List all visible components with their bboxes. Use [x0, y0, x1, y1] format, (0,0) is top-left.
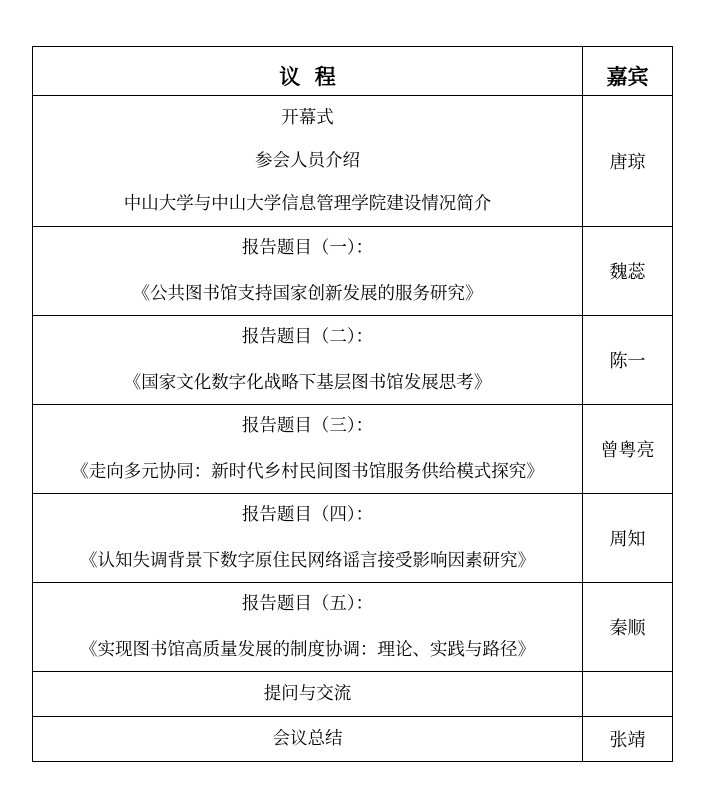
guest-name: 秦顺 — [609, 618, 646, 639]
agenda-column-header: 议 程 — [33, 47, 583, 96]
guest-cell — [583, 583, 673, 672]
agenda-row-report-1 — [33, 227, 673, 316]
agenda-item-text: 开幕式 — [281, 108, 334, 128]
agenda-row-report-5 — [33, 583, 673, 672]
agenda-item-text: 参会人员介绍 — [255, 151, 360, 171]
agenda-item-text: 会议总结 — [272, 729, 343, 749]
agenda-item-text: 提问与交流 — [263, 684, 352, 704]
agenda-row-report-2 — [33, 316, 673, 405]
guest-cell — [583, 494, 673, 583]
agenda-item-text: 中山大学与中山大学信息管理学院建设情况简介 — [123, 194, 492, 214]
agenda-cell — [33, 717, 583, 762]
agenda-cell — [33, 227, 583, 316]
agenda-cell — [33, 96, 583, 227]
report-label: 报告题目（四）： — [241, 505, 374, 525]
agenda-cell — [33, 494, 583, 583]
guest-name: 陈一 — [609, 351, 646, 372]
guest-column-header: 嘉宾 — [583, 47, 673, 96]
guest-name: 唐琼 — [609, 152, 646, 173]
guest-cell — [583, 227, 673, 316]
guest-name: 张靖 — [609, 730, 646, 751]
report-label: 报告题目（二）： — [241, 327, 374, 347]
guest-name: 曾粤亮 — [600, 440, 655, 461]
guest-name: 周知 — [609, 529, 646, 550]
agenda-row-closing — [33, 717, 673, 762]
guest-cell — [583, 672, 673, 717]
agenda-row-opening — [33, 96, 673, 227]
agenda-table — [32, 46, 673, 762]
agenda-cell — [33, 405, 583, 494]
agenda-cell — [33, 672, 583, 717]
report-label: 报告题目（一）： — [241, 238, 374, 258]
report-title: 《走向多元协同：新时代乡村民间图书馆服务供给模式探究》 — [71, 462, 544, 482]
agenda-row-report-3 — [33, 405, 673, 494]
guest-cell — [583, 316, 673, 405]
guest-cell — [583, 96, 673, 227]
agenda-row-report-4 — [33, 494, 673, 583]
report-label: 报告题目（三）： — [241, 416, 374, 436]
guest-cell — [583, 405, 673, 494]
agenda-cell — [33, 583, 583, 672]
report-label: 报告题目（五）： — [241, 594, 374, 614]
report-title: 《认知失调背景下数字原住民网络谣言接受影响因素研究》 — [80, 551, 535, 571]
header-row — [33, 47, 673, 96]
agenda-cell — [33, 316, 583, 405]
report-title: 《公共图书馆支持国家创新发展的服务研究》 — [132, 284, 483, 304]
guest-name: 魏蕊 — [609, 262, 646, 283]
guest-cell — [583, 717, 673, 762]
agenda-row-qa — [33, 672, 673, 717]
report-title: 《国家文化数字化战略下基层图书馆发展思考》 — [123, 373, 492, 393]
report-title: 《实现图书馆高质量发展的制度协调：理论、实践与路径》 — [80, 640, 535, 660]
